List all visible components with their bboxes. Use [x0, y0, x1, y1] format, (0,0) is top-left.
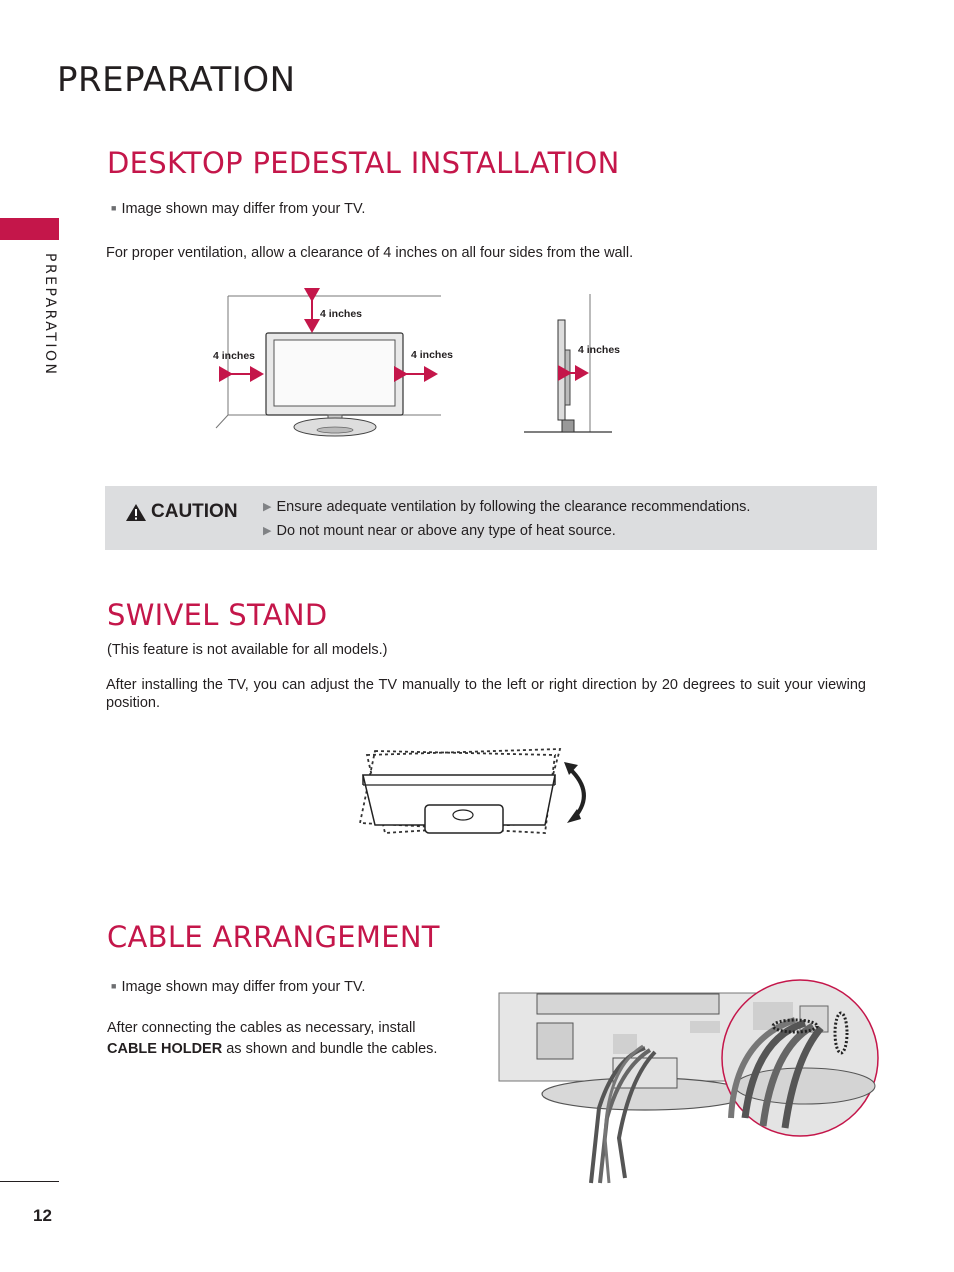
top-clearance-label: 4 inches: [320, 308, 363, 320]
section-tab-marker: [0, 218, 59, 240]
cable-image-note-text: Image shown may differ from your TV.: [121, 979, 366, 995]
square-bullet-icon: ■: [111, 981, 117, 991]
caution-list: [263, 498, 750, 546]
cable-holder-diagram: [495, 978, 880, 1183]
caution-item: [263, 522, 750, 546]
desktop-image-note: [111, 199, 365, 218]
side-clearance-label: 4 inches: [578, 344, 621, 356]
footer-rule: [0, 1181, 59, 1182]
caution-item-text: Do not mount near or above any type of heat source.: [276, 523, 616, 539]
swivel-description: After installing the TV, you can adjust the TV manually to the left or right direction by 20 degrees to suit your viewing position.: [106, 677, 866, 711]
page-title: PREPARATION: [57, 60, 296, 100]
desktop-pedestal-heading: DESKTOP PEDESTAL INSTALLATION: [107, 146, 620, 180]
swivel-diagram: [355, 745, 605, 845]
caution-item-text: Ensure adequate ventilation by following the clearance recommendations.: [276, 499, 751, 515]
triangle-bullet-icon: ▶: [263, 525, 272, 537]
cable-holder-term: CABLE HOLDER: [107, 1041, 223, 1057]
page-number: 12: [33, 1206, 52, 1225]
cable-instruction: [107, 1018, 467, 1060]
triangle-bullet-icon: ▶: [263, 501, 272, 513]
caution-box: [105, 486, 877, 550]
cable-arrangement-heading: CABLE ARRANGEMENT: [107, 920, 440, 954]
left-clearance-label: 4 inches: [213, 350, 256, 362]
right-clearance-label: 4 inches: [411, 349, 454, 361]
front-clearance-diagram: [200, 290, 460, 440]
ventilation-text: For proper ventilation, allow a clearance of 4 inches on all four sides from the wall.: [106, 245, 634, 261]
desktop-image-note-text: Image shown may differ from your TV.: [121, 201, 366, 217]
square-bullet-icon: ■: [111, 203, 117, 213]
cable-image-note: [111, 977, 365, 996]
warning-triangle-icon: [125, 503, 147, 522]
swivel-availability-note: (This feature is not available for all models.): [107, 642, 388, 658]
side-clearance-diagram: [520, 290, 620, 440]
caution-item: [263, 498, 750, 522]
swivel-stand-heading: SWIVEL STAND: [107, 598, 328, 632]
caution-label-text: CAUTION: [151, 501, 238, 522]
side-section-label: PREPARATION: [42, 253, 58, 377]
cable-instruction-post: as shown and bundle the cables.: [226, 1041, 438, 1057]
cable-instruction-pre: After connecting the cables as necessary, install: [107, 1020, 416, 1036]
caution-label: [125, 501, 238, 523]
